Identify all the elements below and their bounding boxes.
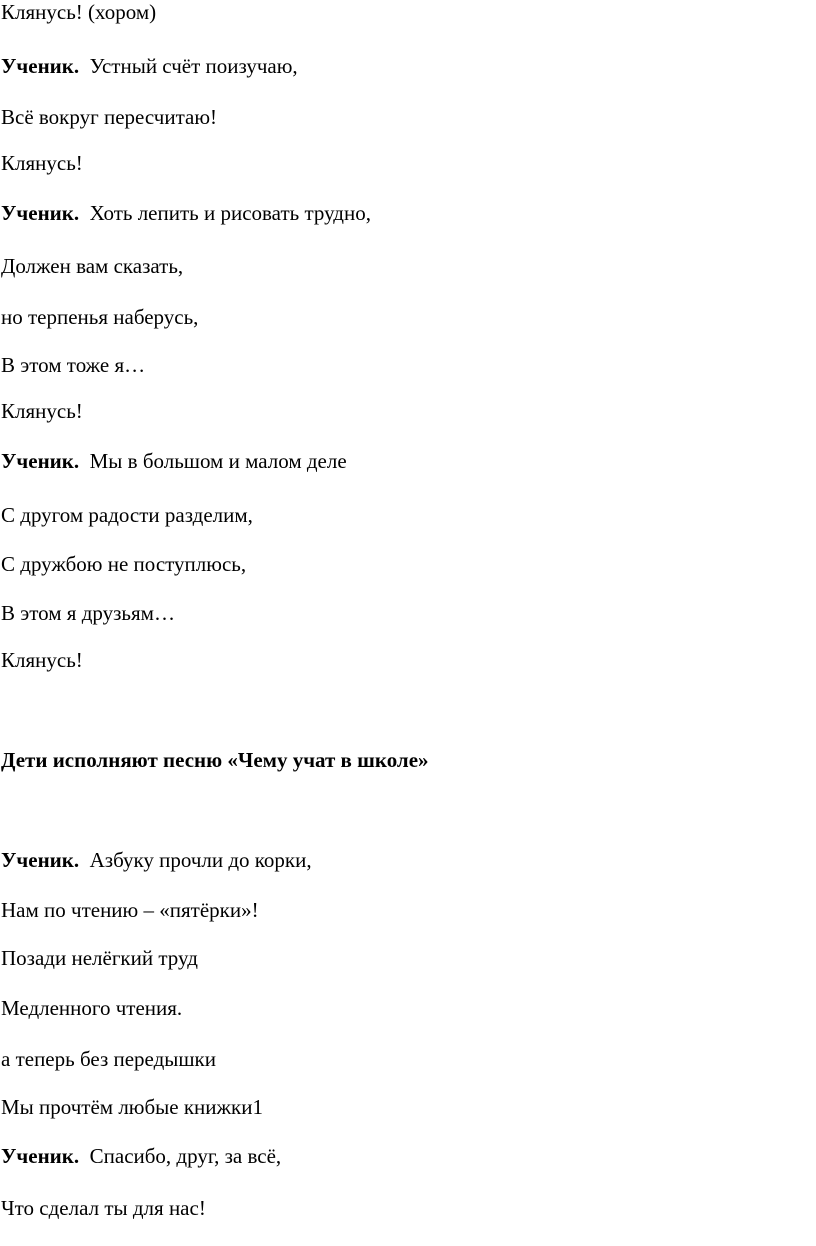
text-line: В этом я друзьям… <box>1 601 175 625</box>
text-line: Нам по чтению – «пятёрки»! <box>1 898 259 922</box>
dialogue-line <box>1 451 347 472</box>
text-line: Мы прочтём любые книжки1 <box>1 1095 263 1119</box>
text-line: Медленного чтения. <box>1 996 183 1020</box>
text-line: Должен вам сказать, <box>1 254 184 278</box>
speaker-label: Ученик. <box>1 201 80 225</box>
text-line: Клянусь! (хором) <box>1 0 157 24</box>
line-text: Спасибо, друг, за всё, <box>79 1144 282 1168</box>
text-line: В этом тоже я… <box>1 353 146 377</box>
dialogue-line <box>1 203 371 224</box>
text-line: С дружбою не поступлюсь, <box>1 552 247 576</box>
text-line: Что сделал ты для нас! <box>1 1196 206 1220</box>
speaker-label: Ученик. <box>1 449 80 473</box>
speaker-label: Ученик. <box>1 54 80 78</box>
text-line: Клянусь! <box>1 151 83 175</box>
text-line: Клянусь! <box>1 399 83 423</box>
line-text: Мы в большом и малом деле <box>79 449 347 473</box>
text-line: Клянусь! <box>1 648 83 672</box>
text-line: С другом радости разделим, <box>1 503 253 527</box>
line-text: Азбуку прочли до корки, <box>79 848 312 872</box>
dialogue-line <box>1 850 312 871</box>
text-line: Позади нелёгкий труд <box>1 946 198 970</box>
text-line: а теперь без передышки <box>1 1047 216 1071</box>
text-line: Всё вокруг пересчитаю! <box>1 105 217 129</box>
text-line: но терпенья наберусь, <box>1 305 199 329</box>
speaker-label: Ученик. <box>1 1144 80 1168</box>
section-heading: Дети исполняют песню «Чему учат в школе» <box>1 748 429 772</box>
speaker-label: Ученик. <box>1 848 80 872</box>
dialogue-line <box>1 56 298 77</box>
dialogue-line <box>1 1146 281 1167</box>
line-text: Устный счёт поизучаю, <box>79 54 298 78</box>
line-text: Хоть лепить и рисовать трудно, <box>79 201 371 225</box>
